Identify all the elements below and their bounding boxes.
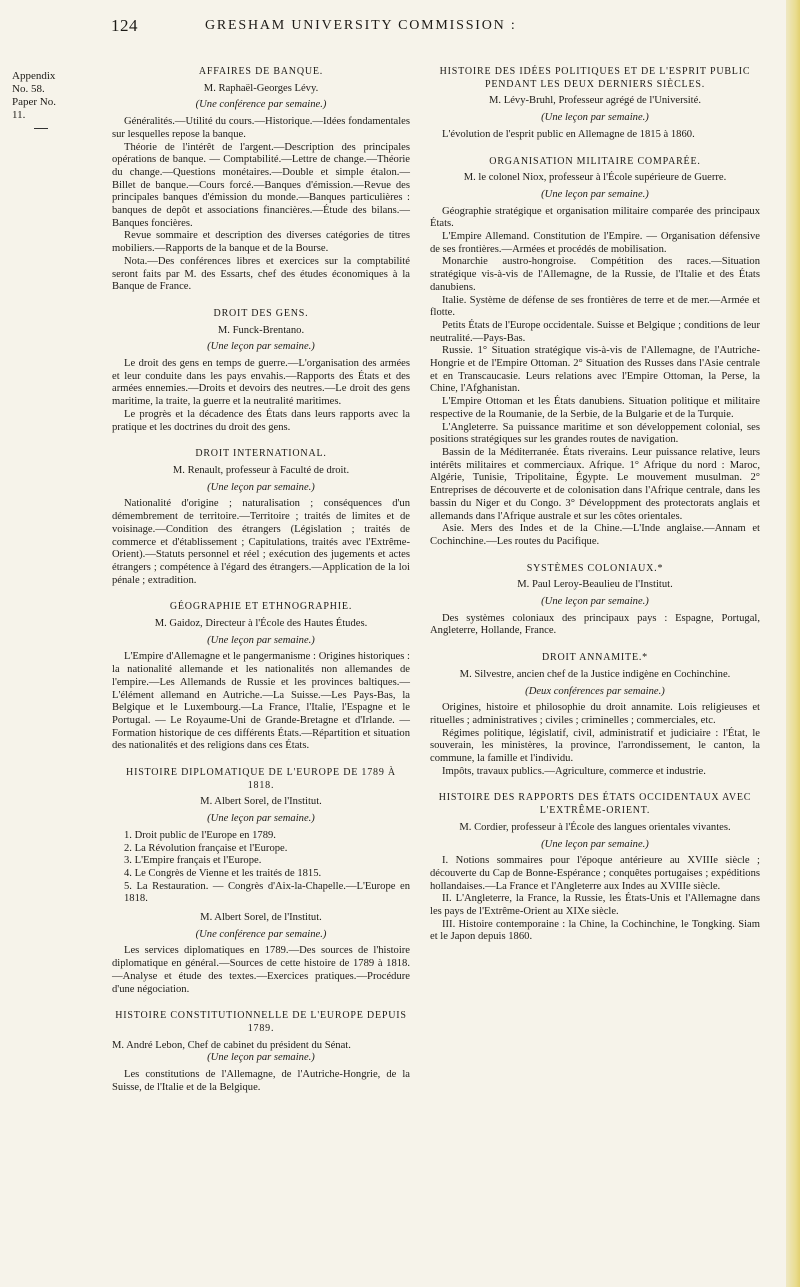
section-heading: HISTOIRE CONSTITUTIONNELLE DE L'EUROPE DEPUIS 1789. <box>115 1010 407 1034</box>
paragraph: Impôts, travaux publics.—Agriculture, commerce et industrie. <box>442 765 706 777</box>
paragraph: Des systèmes coloniaux des principaux pays : Espagne, Portugal, Angleterre, Hollande, France. <box>430 612 760 637</box>
frequency: (Une leçon par semaine.) <box>541 112 649 124</box>
paragraph: II. L'Angleterre, la France, la Russie, les États-Unis et l'Allemagne dans les pays de l'Extrême-Orient au XIXe siècle. <box>430 893 760 918</box>
paragraph: L'Empire d'Allemagne et le pangermanisme : Origines historiques : la nationalité allemande et les nationalités non allemandes de l'empire.—Les Allemands de Russie et les provinces baltiques.—L'élément allemand en Autriche.—La Suisse.—Les Pays-Bas, la Belgique et le Luxembourg.—La France, l'Italie, l'Espagne et le Portugal. — Le Royaume-Uni de Grande-Bretagne et d'Irlande. — Formation historique de ces différents États.—Répartition et situation des nationalités et des religions dans ces États. <box>112 651 410 752</box>
margin-line-paper: Paper No. 11. <box>12 96 56 121</box>
professor: M. le colonel Niox, professeur à l'École supérieure de Guerre. <box>463 172 727 184</box>
list-item: 1. Droit public de l'Europe en 1789. <box>124 829 276 841</box>
section-droit-annamite <box>430 652 760 778</box>
paragraph: Revue sommaire et description des diverses catégories de titres mobiliers.—Rapports de la banque et de la Bourse. <box>112 230 410 255</box>
professor: M. Albert Sorel, de l'Institut. <box>200 912 322 924</box>
section-heading: HISTOIRE DES RAPPORTS DES ÉTATS OCCIDENTAUX AVEC L'EXTRÊME-ORIENT. <box>438 792 752 817</box>
frequency: (Une leçon par semaine.) <box>207 813 315 825</box>
paragraph: L'Empire Ottoman et les États danubiens. Situation politique et militaire respective de la Roumanie, de la Serbie, de la Bulgarie et de la Turquie. <box>430 396 760 420</box>
section-histoire-diplomatique <box>112 767 410 996</box>
paragraph: Nationalité d'origine ; naturalisation ; conséquences d'un démembrement de territoire.—Territoire ; traités de limites et de voisinage.—Condition des étrangers (Législation ; traités de commerce et d'établissement ; Capitulations, traités avec l'Extrême-Orient).—Statuts personnel et réel ; exécution des jugements et actes étrangers ; compétence à l'égard des étrangers.—Application de la loi pénale ; extradition. <box>112 498 410 586</box>
frequency: (Une leçon par semaine.) <box>541 188 649 200</box>
section-heading: SYSTÈMES COLONIAUX.* <box>526 562 664 574</box>
professor: M. Cordier, professeur à l'École des langues orientales vivantes. <box>459 821 731 833</box>
frequency: (Une leçon par semaine.) <box>541 838 649 850</box>
professor: M. Raphaël-Georges Lévy. <box>203 82 319 94</box>
list-item: 4. Le Congrès de Vienne et les traités de 1815. <box>124 867 322 879</box>
section-banque <box>112 66 410 294</box>
section-droit-international <box>112 448 410 587</box>
appendix-margin-note <box>12 70 72 129</box>
paragraph: Les services diplomatiques en 1789.—Des sources de l'histoire diplomatique en général.—Sources de cette histoire de 1789 à 1818.—Analyse et étude des textes.—Exercices pratiques.—Procédure d'une négociation. <box>112 945 410 995</box>
left-column <box>112 66 410 1095</box>
list-item: 3. L'Empire français et l'Europe. <box>124 855 262 867</box>
section-idees-politiques <box>430 66 760 142</box>
paragraph: Théorie de l'intérêt de l'argent.—Description des principales opérations de banque. — Comptabilité.—Lettre de change.—Théorie du change.—Questions monétaires.—Double et simple étalon.—Billet de banque.—Cours forcé.—Banques d'émission.—Revue des principales banques d'émission du monde.—Banques particulières : banques de depôt et associations financières.—Étude des bilans.—Banques foncières. <box>112 141 410 229</box>
paragraph: Le progrès et la décadence des États dans leurs rapports avec la pratique et les doctrines du droit des gens. <box>112 408 410 433</box>
professor: M. Lévy-Bruhl, Professeur agrégé de l'Université. <box>489 95 701 107</box>
frequency: (Une conférence par semaine.) <box>195 928 327 940</box>
paragraph: Les constitutions de l'Allemagne, de l'Autriche-Hongrie, de la Suisse, de l'Italie et de la Belgique. <box>112 1069 410 1093</box>
margin-line-appendix: Appendix <box>12 70 56 82</box>
frequency: (Une leçon par semaine.) <box>207 1052 315 1064</box>
section-organisation-militaire <box>430 156 760 549</box>
paragraph: Asie. Mers des Indes et de la Chine.—L'Inde anglaise.—Annam et Cochinchine.—Les routes du Pacifique. <box>430 523 760 547</box>
paragraph: Italie. Système de défense de ses frontières de terre et de mer.—Armée et flotte. <box>430 294 760 319</box>
list-item: 5. La Restauration. — Congrès d'Aix-la-Chapelle.—L'Europe en 1818. <box>124 880 410 905</box>
section-heading: GÉOGRAPHIE ET ETHNOGRAPHIE. <box>169 601 353 613</box>
professor: M. Funck-Brentano. <box>217 324 305 336</box>
paragraph: Bassin de la Méditerranée. États riverains. Leur puissance relative, leurs intérêts militaires et commerciaux. Afrique. 1° Afrique du nord : Maroc, Algérie, Tunisie, Tripolitaine, Égypte. Le mouvement musulman. 2° Entreprises de découverte et de colonisation dans l'Afrique centrale, dans les bassin du Niger et du Congo. 3° Développment des protectorats anglais et allemands dans l'Afrique australe et sur les côtes orientales. <box>430 446 760 522</box>
paragraph: L'Empire Allemand. Constitution de l'Empire. — Organisation défensive de ses frontières.—Armées et procédés de mobilisation. <box>430 231 760 255</box>
frequency: (Une leçon par semaine.) <box>541 596 649 608</box>
section-droit-des-gens <box>112 308 410 434</box>
section-heading: AFFAIRES DE BANQUE. <box>198 66 324 77</box>
frequency: (Une leçon par semaine.) <box>207 481 315 493</box>
paragraph: Généralités.—Utilité du cours.—Historique.—Idées fondamentales sur lesquelles repose la banque. <box>112 116 410 140</box>
frequency: (Deux conférences par semaine.) <box>525 685 665 697</box>
professor: M. Renault, professeur à Faculté de droit. <box>172 464 350 476</box>
paragraph: Russie. 1° Situation stratégique vis-à-vis de l'Allemagne, de l'Autriche-Hongrie et de l'Empire Ottoman. 2° Situation des Russes dans l'Asie centrale et en Transcaucasie. Leurs relations avec l'Empire Ottoman, la Perse, la Chine, l'Afghanistan. <box>430 345 760 395</box>
professor: M. Gaidoz, Directeur à l'École des Hautes Études. <box>154 618 368 630</box>
running-head <box>0 16 786 40</box>
margin-line-number: No. 58. <box>12 83 45 95</box>
paragraph: L'Angleterre. Sa puissance maritime et son développement colonial, ses positions stratégiques sur les grandes routes de navigation. <box>430 421 760 446</box>
section-heading: DROIT ANNAMITE.* <box>542 652 648 664</box>
paragraph: Monarchie austro-hongroise. Compétition des races.—Situation stratégique vis-à-vis de l'Allemagne, de la Russie, de l'Italie et des États danubiens. <box>430 256 760 293</box>
running-title: GRESHAM UNIVERSITY COMMISSION : <box>205 18 517 33</box>
paragraph: Petits États de l'Europe occidentale. Suisse et Belgique ; conditions de leur neutralité.—Pays-Bas. <box>430 319 760 344</box>
professor: M. Paul Leroy-Beaulieu de l'Institut. <box>517 579 673 591</box>
paragraph: I. Notions sommaires pour l'époque antérieure au XVIIIe siècle ; découverte du Cap de Bonne-Espérance ; conquêtes portugaises ; expéditions hollandaises.—La France et l'Angleterre aux Indes au XVIIIe siècle. <box>430 855 760 892</box>
paragraph: Régimes politique, législatif, civil, administratif et judiciaire : l'État, le souverain, les ministères, la province, l'arrondissement, le canton, la commune, la famille et l'individu. <box>430 727 760 765</box>
page-number: 124 <box>111 16 138 35</box>
frequency: (Une leçon par semaine.) <box>207 341 315 353</box>
paragraph: Origines, histoire et philosophie du droit annamite. Lois religieuses et rituelles ; administratives ; civiles ; criminelles ; commerciales, etc. <box>430 702 760 726</box>
professor: M. Silvestre, ancien chef de la Justice indigène en Cochinchine. <box>459 668 731 680</box>
paragraph: III. Histoire contemporaine : la Chine, la Cochinchine, le Tongking. Siam et le Japon depuis 1860. <box>430 918 760 943</box>
frequency: (Une leçon par semaine.) <box>207 634 315 646</box>
professor: M. Albert Sorel, de l'Institut. <box>200 796 322 808</box>
paragraph: Géographie stratégique et organisation militaire comparée des principaux États. <box>430 205 760 230</box>
section-heading: HISTOIRE DIPLOMATIQUE DE L'EUROPE DE 1789 À 1818. <box>126 767 396 791</box>
paragraph: L'évolution de l'esprit public en Allemagne de 1815 à 1860. <box>442 128 695 140</box>
section-geographie <box>112 601 410 753</box>
section-heading: DROIT INTERNATIONAL. <box>195 448 327 460</box>
section-heading: HISTOIRE DES IDÉES POLITIQUES ET DE L'ESPRIT PUBLIC PENDANT LES DEUX DERNIERS SIÈCLES. <box>439 66 751 90</box>
section-heading: DROIT DES GENS. <box>213 307 309 319</box>
section-systemes-coloniaux <box>430 563 760 639</box>
right-column <box>430 66 760 944</box>
section-rapports-extreme-orient <box>430 792 760 944</box>
professor: M. André Lebon, Chef de cabinet du président du Sénat. <box>112 1039 351 1051</box>
page-edge-shading <box>786 0 800 1287</box>
paragraph: Le droit des gens en temps de guerre.—L'organisation des armées et leur conduite dans les pays envahis.—Rapports des États et des armées ennemies.—Droits et devoirs des neutres.—Le droit des gens maritime, la traite, la guerre et la neutralité maritimes. <box>112 358 410 408</box>
section-histoire-constitutionnelle <box>112 1010 410 1094</box>
margin-dash <box>34 128 48 129</box>
frequency: (Une conférence par semaine.) <box>195 99 327 111</box>
section-heading: ORGANISATION MILITAIRE COMPARÉE. <box>489 155 701 167</box>
list-item: 2. La Révolution française et l'Europe. <box>124 842 288 854</box>
paragraph: Nota.—Des conférences libres et exercices sur la comptabilité seront faits par M. des Essarts, chef des études économiques à la Banque de France. <box>112 255 410 293</box>
